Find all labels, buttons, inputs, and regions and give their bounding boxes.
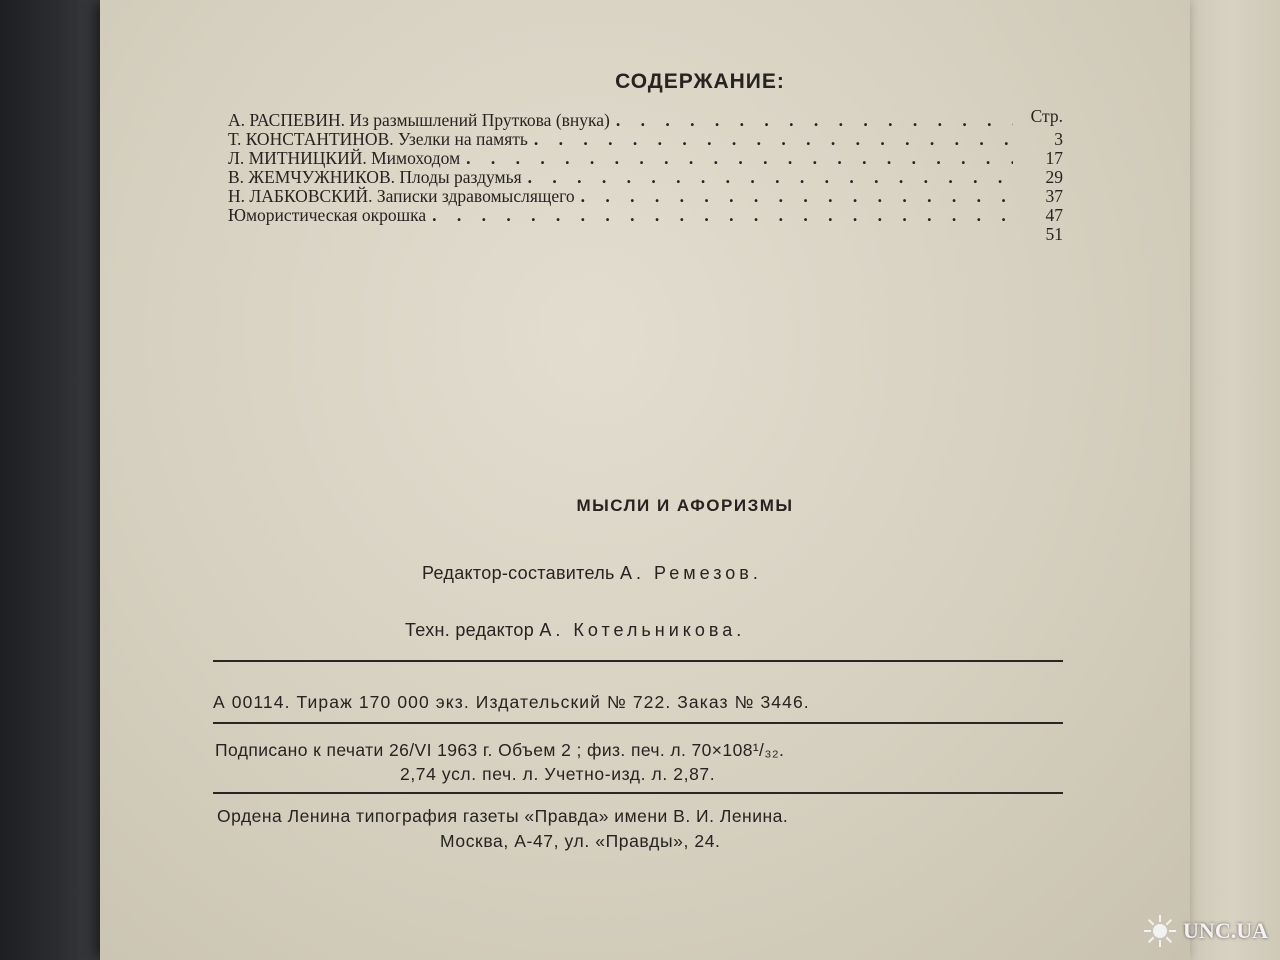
toc-leader <box>616 110 1013 131</box>
toc-entry <box>228 167 1063 186</box>
toc-leader <box>432 205 1013 226</box>
toc-entry <box>228 148 1063 167</box>
editor-line <box>422 563 762 584</box>
book-page <box>100 0 1190 960</box>
toc-entry-text: Юмористическая окрошка <box>228 205 427 225</box>
imprint-address: Москва, А-47, ул. «Правды», 24. <box>440 831 721 851</box>
watermark <box>1143 914 1268 948</box>
toc-entry-page: 29 <box>1045 167 1063 187</box>
toc-leader <box>528 167 1013 188</box>
toc-leader <box>581 186 1013 207</box>
toc-entry-text: Н. ЛАБКОВСКИЙ. Записки здравомыслящего <box>228 186 575 206</box>
toc-entry-page: 37 <box>1045 186 1063 206</box>
toc-title: СОДЕРЖАНИЕ: <box>615 70 785 93</box>
sun-logo-icon <box>1143 914 1177 948</box>
toc-entry-text: В. ЖЕМЧУЖНИКОВ. Плоды раздумья <box>228 167 522 187</box>
imprint-print-run: А 00114. Тираж 170 000 экз. Издательский № 722. Заказ № 3446. <box>213 692 810 712</box>
divider <box>213 792 1063 794</box>
toc-entry <box>228 129 1063 148</box>
tech-editor-label: Техн. редактор <box>405 620 535 640</box>
divider <box>213 660 1063 662</box>
toc-entry-text: Т. КОНСТАНТИНОВ. Узелки на память <box>228 129 528 149</box>
tech-editor-name: А. Котельникова. <box>539 620 746 640</box>
imprint-signed: Подписано к печати 26/VI 1963 г. Объем 2 ; физ. печ. л. 70×108¹/₃₂. <box>215 740 785 760</box>
tech-editor-line <box>405 620 745 641</box>
toc-entry <box>228 205 1063 224</box>
divider <box>213 722 1063 724</box>
editor-label: Редактор-составитель <box>422 563 615 583</box>
toc-entry-page: 3 <box>1054 129 1063 149</box>
toc-entry-text: А. РАСПЕВИН. Из размышлений Пруткова (внука) <box>228 110 610 130</box>
toc-entry <box>228 186 1063 205</box>
toc-entry-page: 51 <box>1045 224 1063 244</box>
imprint-printer: Ордена Ленина типография газеты «Правда» имени В. И. Ленина. <box>217 806 789 826</box>
toc-page-label: Стр. <box>1030 106 1063 126</box>
toc-entry-page: 47 <box>1045 205 1063 225</box>
toc-entry-page: 17 <box>1045 148 1063 168</box>
toc-leader <box>534 129 1013 150</box>
toc-entry-text: Л. МИТНИЦКИЙ. Мимоходом <box>228 148 461 168</box>
editor-name: А. Ремезов. <box>620 563 762 583</box>
imprint-volume: 2,74 усл. печ. л. Учетно-изд. л. 2,87. <box>400 764 716 784</box>
watermark-text: UNC.UA <box>1183 918 1268 943</box>
book-title: МЫСЛИ И АФОРИЗМЫ <box>576 496 794 515</box>
toc-entry <box>228 110 1063 129</box>
toc-leader <box>466 148 1013 169</box>
toc-entry <box>228 224 1063 243</box>
